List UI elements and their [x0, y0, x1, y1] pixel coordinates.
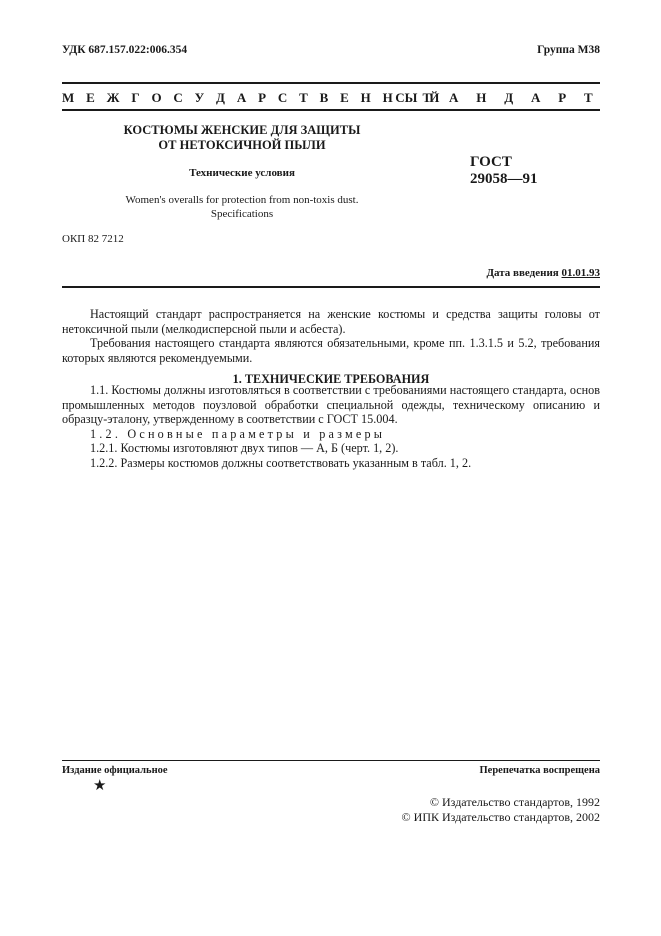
- reprint-notice: Перепечатка воспрещена: [479, 765, 600, 776]
- intro-date: [486, 267, 600, 279]
- date-rule: [62, 286, 600, 288]
- copyright-1992: © Издательство стандартов, 1992: [429, 795, 600, 809]
- title-block: [62, 123, 422, 153]
- star-icon: ★: [93, 778, 107, 794]
- official-edition: Издание официальное: [62, 765, 168, 776]
- english-title: [62, 194, 422, 221]
- title-line-2: ОТ НЕТОКСИЧНОЙ ПЫЛИ: [158, 138, 326, 152]
- clause-1-2-1: 1.2.1. Костюмы изготовляют двух типов — А, Б (черт. 1, 2).: [90, 441, 399, 455]
- gost-designation: [470, 154, 538, 188]
- subtitle: Технические условия: [189, 167, 295, 179]
- banner-top-rule: [62, 82, 600, 84]
- footer-rule: [62, 760, 600, 761]
- paragraph-scope: Настоящий стандарт распространяется на женские костюмы и средства защиты головы от нетоксичной пыли (мелкодисперсной пыли и асбеста).: [62, 307, 600, 336]
- banner-right: С Т А Н Д А Р Т: [395, 90, 600, 105]
- intro-date-value: 01.01.93: [561, 267, 600, 279]
- section-title: 1. ТЕХНИЧЕСКИЕ ТРЕБОВАНИЯ: [232, 372, 430, 386]
- okp-code: ОКП 82 7212: [62, 233, 124, 245]
- english-title-line-2: Specifications: [210, 207, 274, 220]
- intro-paragraphs: [62, 307, 600, 365]
- intro-date-label: Дата введения: [486, 267, 559, 279]
- group-code: Группа М38: [537, 44, 600, 56]
- clause-1-2: 1.2. Основные параметры и размеры: [90, 426, 386, 441]
- copyright-block: [402, 795, 600, 825]
- clause-1-1: 1.1. Костюмы должны изготовляться в соответствии с требованиями настоящего стандарта, основ промышленных методов поузловой обработки специальной одежды, техническому описанию и образцу-эталону, утвержденному в соответствии с ГОСТ 15.004.: [62, 383, 600, 426]
- paragraph-requirements: Требования настоящего стандарта являются обязательными, кроме пп. 1.3.1.5 и 5.2, требования которых являются рекомендуемыми.: [62, 336, 600, 365]
- banner-bottom-rule: [62, 109, 600, 111]
- copyright-2002: © ИПК Издательство стандартов, 2002: [401, 810, 600, 824]
- gost-number: 29058—91: [470, 171, 538, 187]
- title-line-1: КОСТЮМЫ ЖЕНСКИЕ ДЛЯ ЗАЩИТЫ: [123, 123, 361, 137]
- udk-code: УДК 687.157.022:006.354: [62, 44, 188, 56]
- english-title-line-1: Women's overalls for protection from non-toxis dust.: [125, 194, 359, 206]
- section-1-body: [62, 383, 600, 470]
- clause-1-2-2: 1.2.2. Размеры костюмов должны соответствовать указанным в табл. 1, 2.: [90, 455, 472, 470]
- banner-left: М Е Ж Г О С У Д А Р С Т В Е Н Н Ы Й: [62, 90, 444, 105]
- gost-label: ГОСТ: [470, 154, 512, 170]
